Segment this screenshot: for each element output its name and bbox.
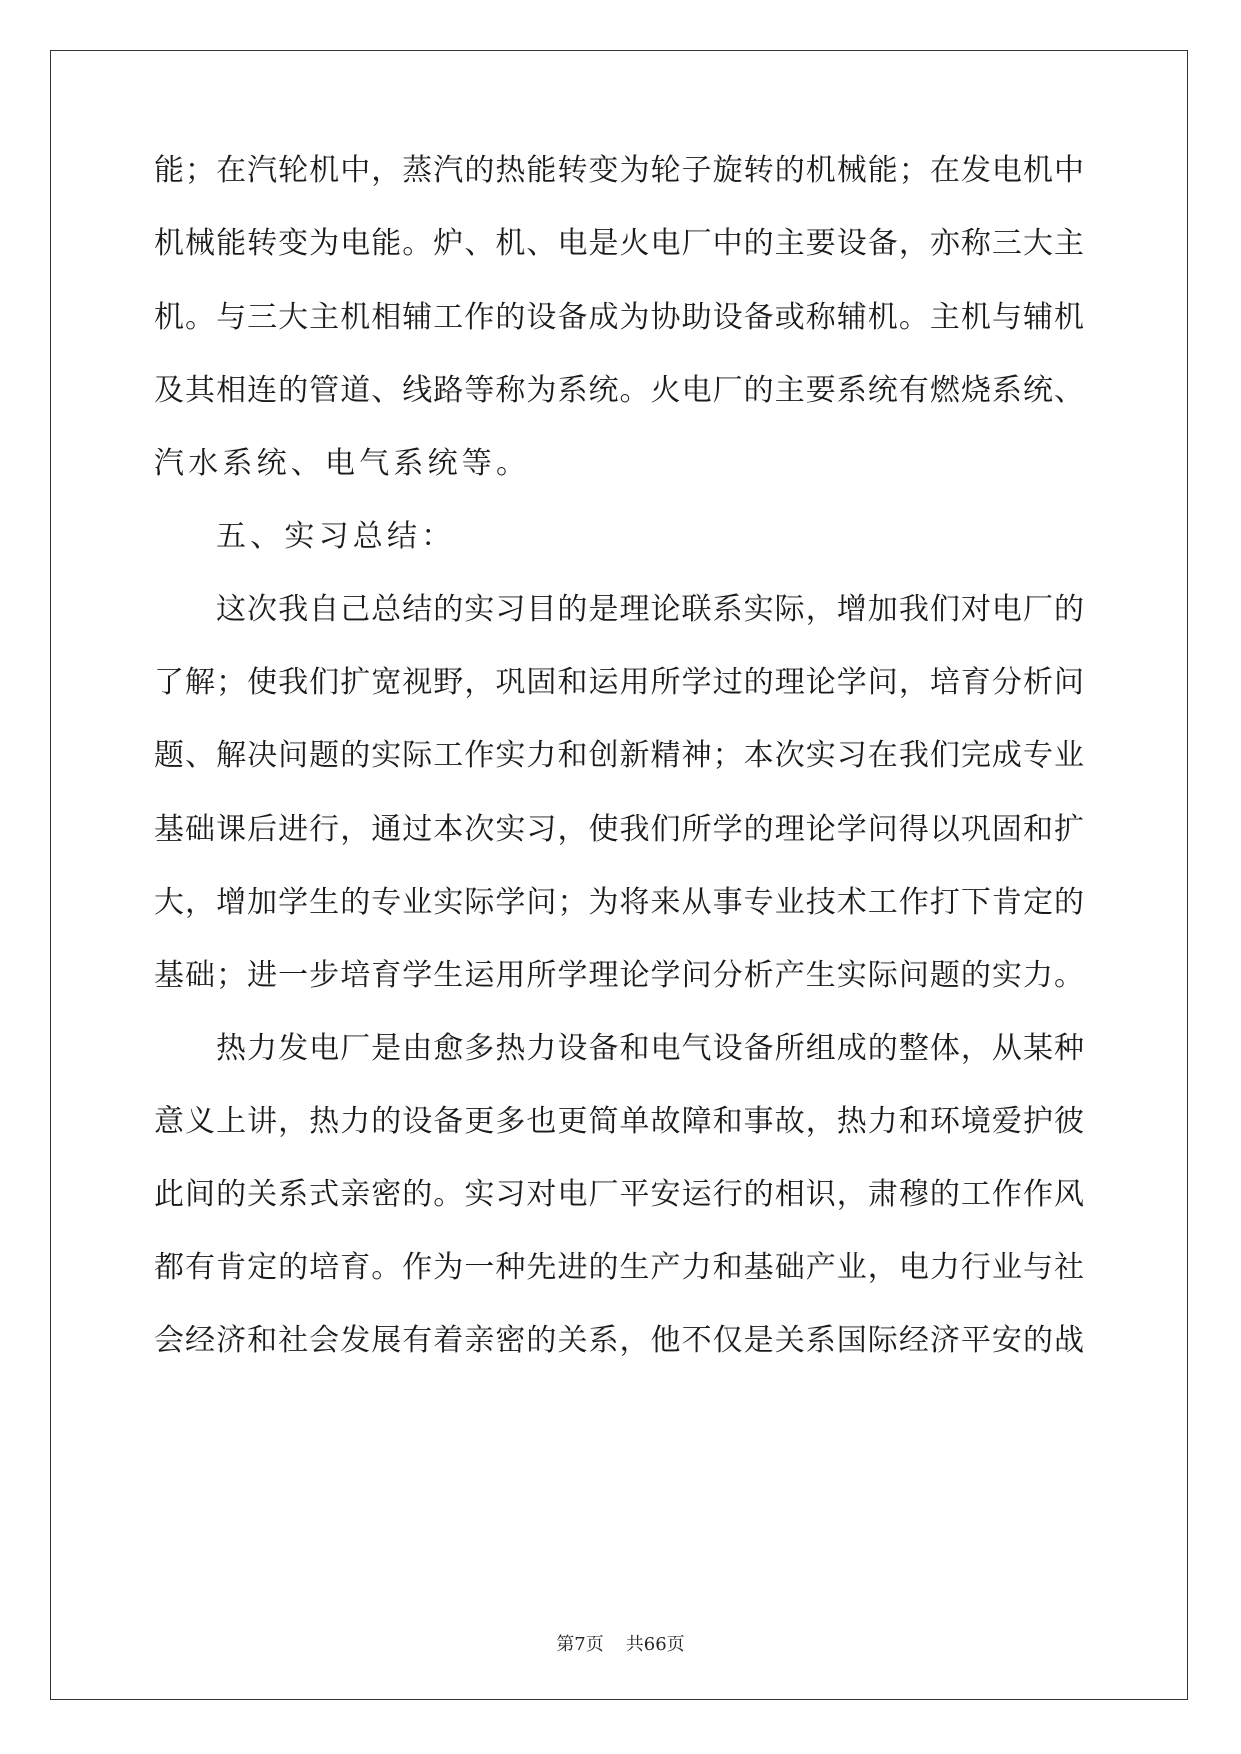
body-text-line: 会经济和社会发展有着亲密的关系，他不仅是关系国际经济平安的战 [154,1323,1084,1358]
page-border [50,50,1188,1700]
body-text-line: 意义上讲，热力的设备更多也更简单故障和事故，热力和环境爱护彼 [154,1104,1084,1139]
page-number: 第7页 [556,1634,604,1655]
body-text-line: 大，增加学生的专业实际学问；为将来从事专业技术工作打下肯定的 [154,885,1084,920]
body-text-line: 基础；进一步培育学生运用所学理论学问分析产生实际问题的实力。 [154,958,1084,993]
body-text-line: 这次我自己总结的实习目的是理论联系实际，增加我们对电厂的 [216,592,1084,627]
body-text-line: 热力发电厂是由愈多热力设备和电气设备所组成的整体，从某种 [216,1031,1084,1066]
page-total: 共66页 [625,1634,685,1655]
body-text-line: 汽水系统、电气系统等。 [154,446,531,481]
body-text-line: 机。与三大主机相辅工作的设备成为协助设备或称辅机。主机与辅机 [154,300,1084,335]
body-text-line: 题、解决问题的实际工作实力和创新精神；本次实习在我们完成专业 [154,738,1084,773]
body-text-line: 能；在汽轮机中，蒸汽的热能转变为轮子旋转的机械能；在发电机中 [154,153,1084,188]
body-text-line: 都有肯定的培育。作为一种先进的生产力和基础产业，电力行业与社 [154,1250,1084,1285]
body-text-line: 了解；使我们扩宽视野，巩固和运用所学过的理论学问，培育分析问 [154,665,1084,700]
body-text-line: 基础课后进行，通过本次实习，使我们所学的理论学问得以巩固和扩 [154,812,1084,847]
section-heading: 五、实习总结： [216,519,456,554]
body-text-line: 及其相连的管道、线路等称为系统。火电厂的主要系统有燃烧系统、 [154,373,1084,408]
body-text-line: 此间的关系式亲密的。实习对电厂平安运行的相识，肃穆的工作作风 [154,1177,1084,1212]
body-text-line: 机械能转变为电能。炉、机、电是火电厂中的主要设备，亦称三大主 [154,226,1084,261]
page-footer [0,1634,1241,1656]
